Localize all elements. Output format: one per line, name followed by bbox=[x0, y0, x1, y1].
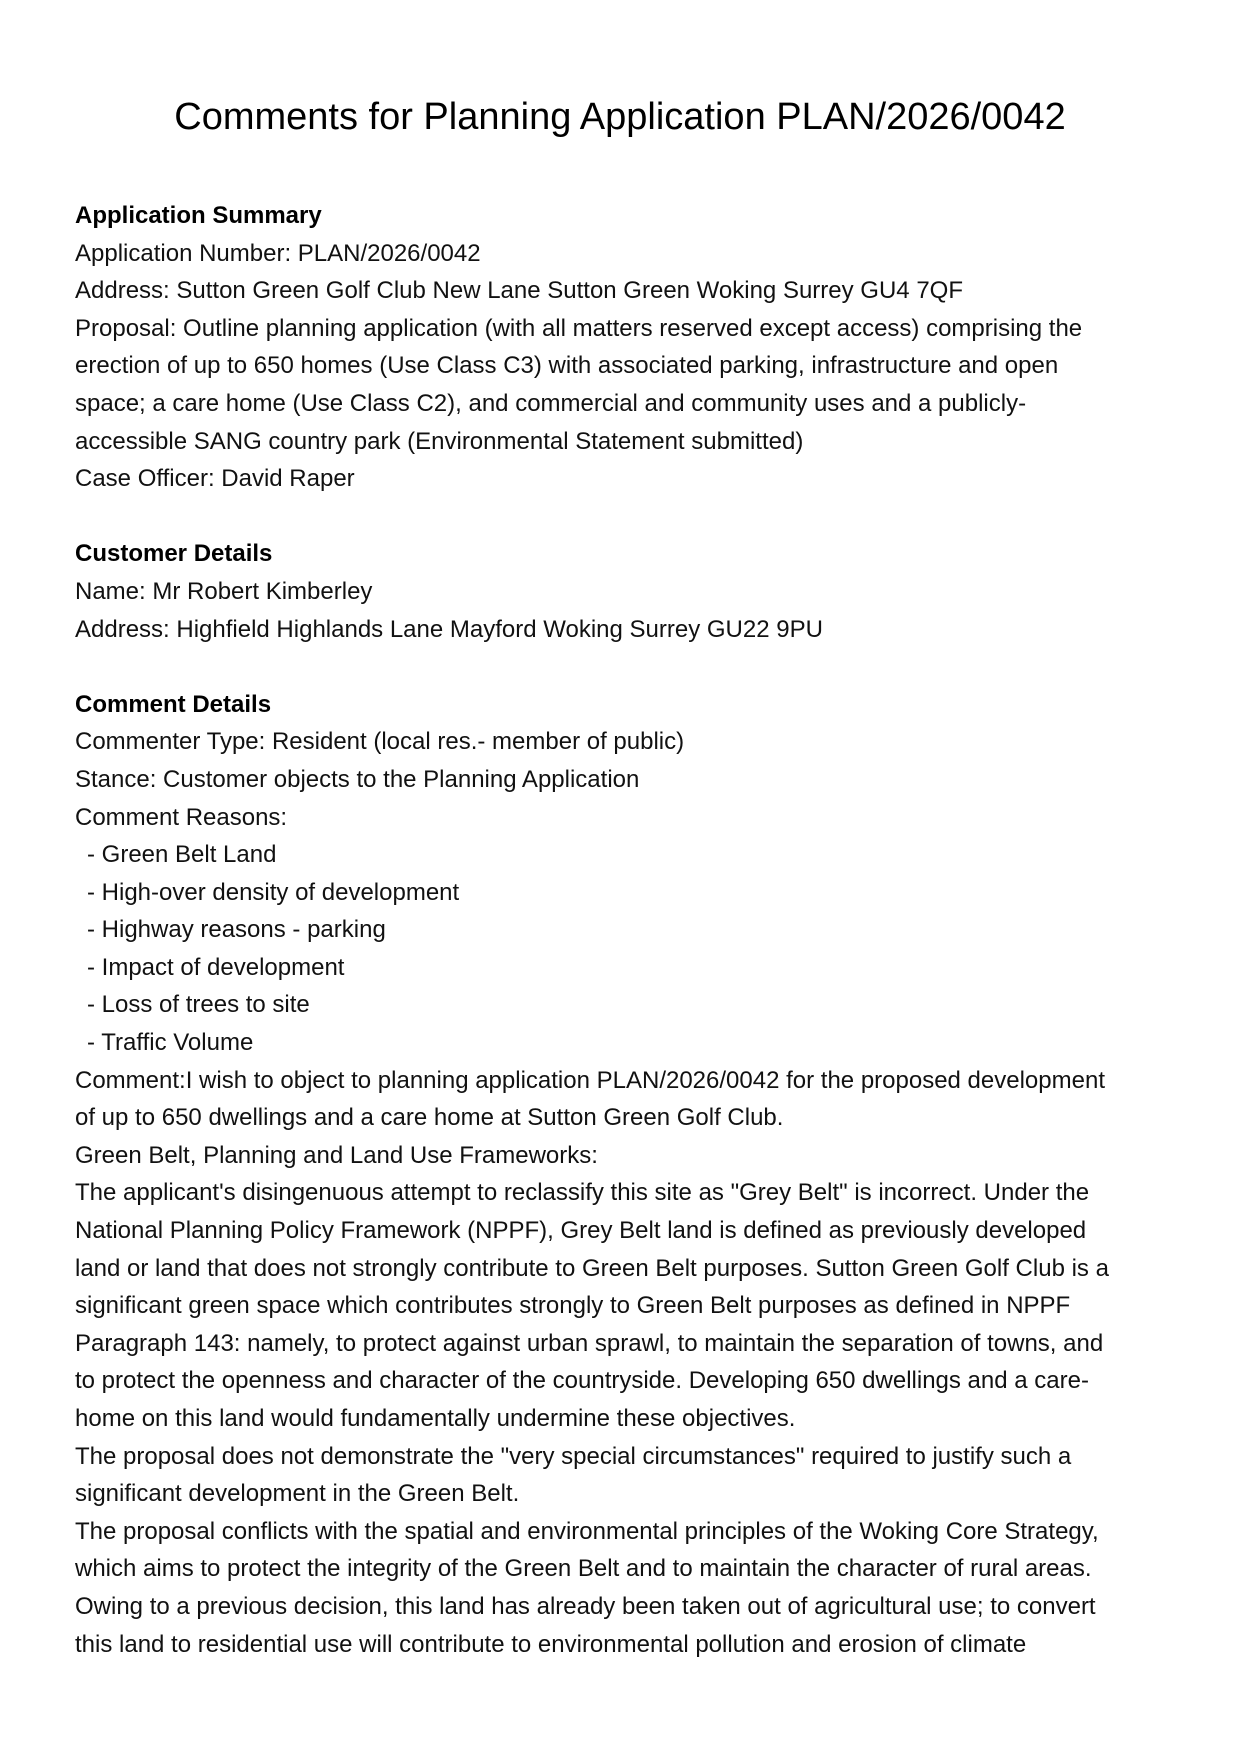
comment-text-line: The applicant's disingenuous attempt to reclassify this site as "Grey Belt" is incorrect. Under the bbox=[75, 1179, 1090, 1207]
comment-text-line: significant development in the Green Belt. bbox=[75, 1480, 520, 1508]
proposal-line: accessible SANG country park (Environmental Statement submitted) bbox=[75, 427, 804, 455]
application-number: Application Number: PLAN/2026/0042 bbox=[75, 239, 481, 267]
comment-reasons-label: Comment Reasons: bbox=[75, 803, 288, 831]
proposal-line: Proposal: Outline planning application (with all matters reserved except access) comprising the bbox=[75, 314, 1083, 342]
section-spacer bbox=[75, 648, 1175, 686]
comment-text-line: Owing to a previous decision, this land has already been taken out of agricultural use; to convert bbox=[75, 1592, 1096, 1620]
comment-details-section bbox=[75, 686, 1175, 1663]
comment-text-line: Green Belt, Planning and Land Use Frameworks: bbox=[75, 1141, 598, 1169]
comment-reason-item: - Impact of development bbox=[87, 953, 345, 981]
comment-reason-item: - Green Belt Land bbox=[87, 841, 277, 869]
comment-text-line: this land to residential use will contribute to environmental pollution and erosion of climate bbox=[75, 1630, 1027, 1658]
proposal-line: space; a care home (Use Class C2), and commercial and community uses and a publicly- bbox=[75, 389, 1027, 417]
comment-reason-item: - High-over density of development bbox=[87, 878, 460, 906]
comment-reason-item: - Highway reasons - parking bbox=[87, 916, 386, 944]
comment-text-line: significant green space which contributes strongly to Green Belt purposes as defined in NPPF bbox=[75, 1292, 1071, 1320]
customer-name: Name: Mr Robert Kimberley bbox=[75, 577, 373, 605]
comment-text-line: which aims to protect the integrity of the Green Belt and to maintain the character of rural areas. bbox=[75, 1555, 1092, 1583]
comment-text-line: of up to 650 dwellings and a care home at Sutton Green Golf Club. bbox=[75, 1104, 784, 1132]
comment-text-line: home on this land would fundamentally undermine these objectives. bbox=[75, 1405, 796, 1432]
customer-details-heading: Customer Details bbox=[75, 540, 273, 568]
comment-text-line: The proposal conflicts with the spatial and environmental principles of the Woking Core Strategy, bbox=[75, 1517, 1099, 1545]
comment-text-line: The proposal does not demonstrate the "very special circumstances" required to justify such a bbox=[75, 1442, 1072, 1470]
comment-text-line: Comment:I wish to object to planning application PLAN/2026/0042 for the proposed development bbox=[75, 1066, 1105, 1094]
comment-reason-item: - Traffic Volume bbox=[87, 1029, 254, 1057]
comment-text-line: Paragraph 143: namely, to protect against urban sprawl, to maintain the separation of towns, and bbox=[75, 1329, 1104, 1357]
case-officer: Case Officer: David Raper bbox=[75, 465, 355, 493]
application-summary-heading: Application Summary bbox=[75, 202, 322, 229]
section-spacer bbox=[75, 498, 1175, 536]
site-address: Address: Sutton Green Golf Club New Lane Sutton Green Woking Surrey GU4 7QF bbox=[75, 277, 963, 305]
stance: Stance: Customer objects to the Planning Application bbox=[75, 765, 640, 793]
customer-details-section bbox=[75, 535, 1175, 648]
comment-text-line: to protect the openness and character of the countryside. Developing 650 dwellings and a care- bbox=[75, 1367, 1089, 1395]
commenter-type: Commenter Type: Resident (local res.- member of public) bbox=[75, 728, 685, 756]
page-title: Comments for Planning Application PLAN/2026/0042 bbox=[174, 96, 1066, 138]
comment-text-line: land or land that does not strongly contribute to Green Belt purposes. Sutton Green Golf Club is a bbox=[75, 1254, 1109, 1282]
application-summary-section bbox=[75, 197, 1175, 498]
comment-text-line: National Planning Policy Framework (NPPF), Grey Belt land is defined as previously developed bbox=[75, 1217, 1087, 1245]
customer-address: Address: Highfield Highlands Lane Mayford Woking Surrey GU22 9PU bbox=[75, 615, 823, 643]
comment-reason-item: - Loss of trees to site bbox=[87, 991, 310, 1019]
document-body bbox=[75, 197, 1175, 1663]
proposal-line: erection of up to 650 homes (Use Class C3) with associated parking, infrastructure and open bbox=[75, 352, 1059, 380]
comment-details-heading: Comment Details bbox=[75, 690, 272, 718]
